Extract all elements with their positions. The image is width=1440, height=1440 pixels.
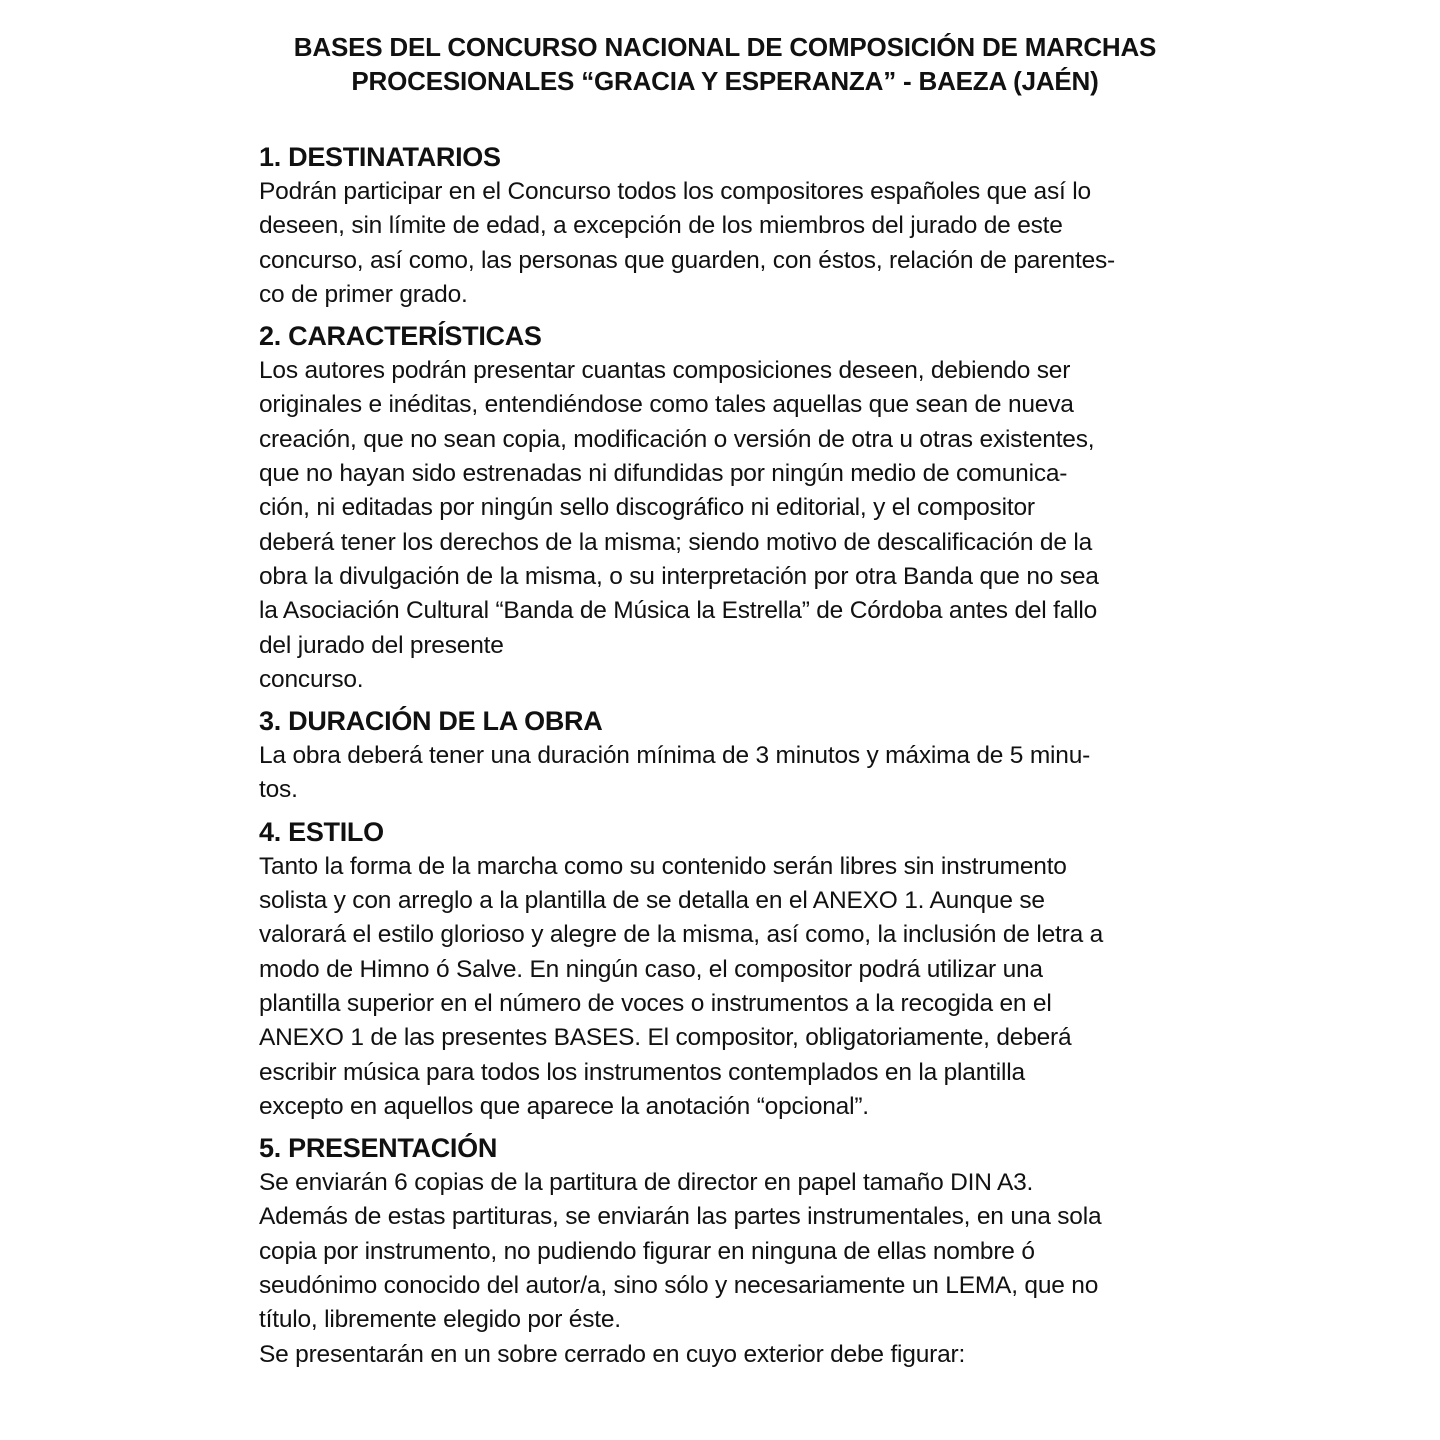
text-line: seudónimo conocido del autor/a, sino sólo y necesariamente un LEMA, que no [259, 1272, 1099, 1300]
section-paragraph [259, 354, 1209, 697]
document-title [180, 30, 1270, 98]
text-line: ción, ni editadas por ningún sello discográfico ni editorial, y el compositor [259, 494, 1035, 522]
text-line: copia por instrumento, no pudiendo figurar en ninguna de ellas nombre ó [259, 1237, 1035, 1265]
text-line: que no hayan sido estrenadas ni difundidas por ningún medio de comunica- [259, 460, 1068, 488]
text-line: originales e inéditas, entendiéndose como tales aquellas que sean de nueva [259, 391, 1074, 419]
text-line: Se presentarán en un sobre cerrado en cuyo exterior debe figurar: [259, 1340, 966, 1368]
title-line: BASES DEL CONCURSO NACIONAL DE COMPOSICIÓN DE MARCHAS [293, 32, 1157, 62]
text-line: concurso. [259, 665, 364, 693]
text-line: ANEXO 1 de las presentes BASES. El compositor, obligatoriamente, deberá [259, 1024, 1072, 1052]
text-line: obra la divulgación de la misma, o su interpretación por otra Banda que no sea [259, 562, 1099, 590]
text-line: concurso, así como, las personas que guarden, con éstos, relación de parentes- [259, 246, 1116, 274]
section-heading: 5. PRESENTACIÓN [259, 1133, 498, 1164]
document-body [259, 139, 1209, 1378]
text-line: La obra deberá tener una duración mínima de 3 minutos y máxima de 5 minu- [259, 742, 1091, 770]
section-heading: 2. CARACTERÍSTICAS [259, 321, 542, 352]
text-line: del jurado del presente [259, 631, 504, 659]
text-line: creación, que no sean copia, modificación o versión de otra u otras existentes, [259, 425, 1095, 453]
section-destinatarios [259, 139, 1209, 312]
text-line: Podrán participar en el Concurso todos los compositores españoles que así lo [259, 178, 1091, 205]
section-paragraph [259, 739, 1209, 808]
text-line: plantilla superior en el número de voces o instrumentos a la recogida en el [259, 989, 1052, 1017]
text-line: co de primer grado. [259, 280, 468, 308]
section-estilo [259, 814, 1209, 1124]
text-line: Los autores podrán presentar cuantas composiciones deseen, debiendo ser [259, 357, 1071, 385]
text-line: deberá tener los derechos de la misma; siendo motivo de descalificación de la [259, 528, 1093, 556]
section-paragraph [259, 1166, 1209, 1372]
text-line: excepto en aquellos que aparece la anotación “opcional”. [259, 1092, 869, 1120]
text-line: valorará el estilo glorioso y alegre de la misma, así como, la inclusión de letra a [259, 921, 1104, 949]
text-line: solista y con arreglo a la plantilla de se detalla en el ANEXO 1. Aunque se [259, 887, 1045, 915]
section-heading: 4. ESTILO [259, 816, 384, 847]
section-presentacion [259, 1130, 1209, 1372]
text-line: Se enviarán 6 copias de la partitura de director en papel tamaño DIN A3. [259, 1169, 1034, 1197]
section-duracion [259, 703, 1209, 808]
section-caracteristicas [259, 318, 1209, 697]
section-heading: 1. DESTINATARIOS [259, 142, 501, 172]
text-line: escribir música para todos los instrumentos contemplados en la plantilla [259, 1058, 1025, 1086]
text-line: título, libremente elegido por éste. [259, 1306, 621, 1334]
text-line: la Asociación Cultural “Banda de Música la Estrella” de Córdoba antes del fallo [259, 597, 1098, 625]
text-line: Además de estas partituras, se enviarán las partes instrumentales, en una sola [259, 1203, 1102, 1231]
section-heading: 3. DURACIÓN DE LA OBRA [259, 706, 603, 737]
section-paragraph [259, 850, 1209, 1124]
text-line: tos. [259, 776, 298, 804]
text-line: deseen, sin límite de edad, a excepción de los miembros del jurado de este [259, 212, 1063, 240]
title-line: PROCESIONALES “GRACIA Y ESPERANZA” - BAEZA (JAÉN) [351, 66, 1099, 96]
section-paragraph [259, 175, 1209, 312]
text-line: Tanto la forma de la marcha como su contenido serán libres sin instrumento [259, 852, 1067, 880]
text-line: modo de Himno ó Salve. En ningún caso, el compositor podrá utilizar una [259, 955, 1043, 983]
